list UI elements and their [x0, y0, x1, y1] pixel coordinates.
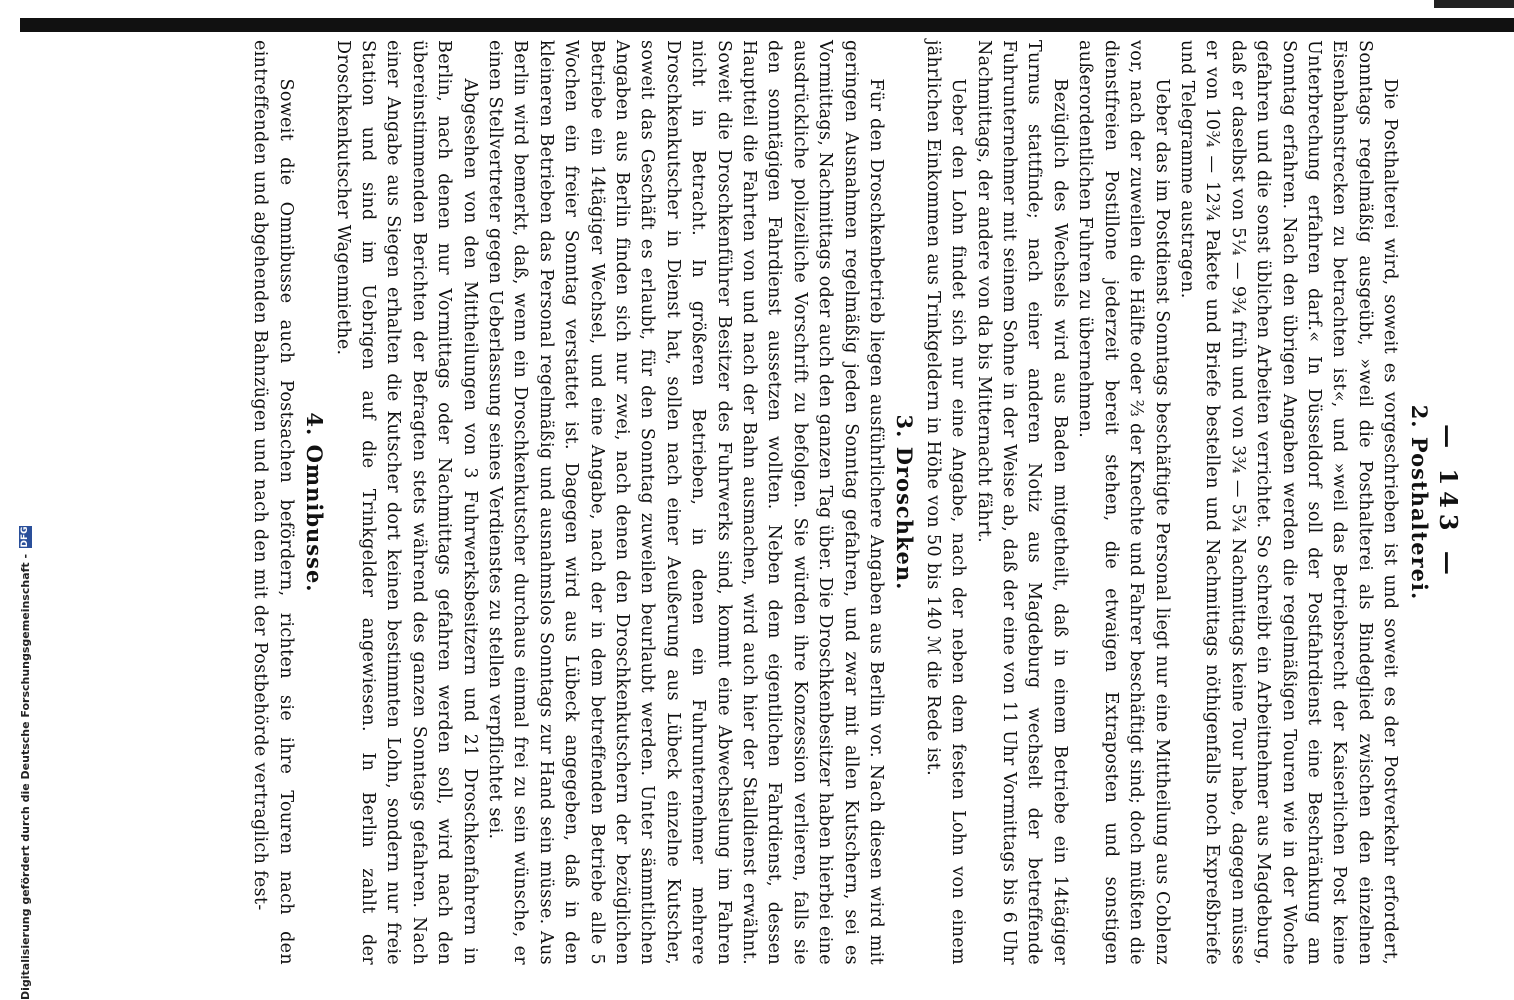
paragraph: Ueber den Lohn findet sich nur eine Angabe, nach der neben dem festen Lohn von einem jährlichen Einkommen aus Trinkgeldern in Höhe von 50 bis 140 ℳ die Rede ist. — [922, 40, 969, 965]
section-title-omnibusse: 4. Omnibusse. — [302, 412, 328, 593]
digitization-footer — [16, 0, 34, 1000]
section-title-posthalterei: 2. Posthalterei. — [1406, 404, 1432, 601]
scan-edge-bar — [20, 18, 1514, 32]
page-number: — 143 — — [1434, 424, 1463, 581]
dfg-logo: DFG — [19, 526, 30, 548]
paragraph: Bezüglich des Wechsels wird aus Baden mitgetheilt, daß in einem Betriebe ein 14tägiger Turnus stattfinde; nach einer anderen Notiz aus Magdeburg wechselt der betreffende Fuhrunternehmer mit seinem Sohne in der Weise ab, daß der eine von 11 Uhr Vormittags bis 6 Uhr Nachmittags, der andere von da bis Mitternacht fährt. — [973, 40, 1070, 965]
paragraph: Soweit die Omnibusse auch Postsachen befördern, richten sie ihre Touren nach den eintreffenden und abgehenden Bahnzügen und nach den mit der Postbehörde vertraglich fest- — [250, 40, 296, 965]
footer-text: Digitalisierung gefördert durch die Deutsche Forschungsgemeinschaft - — [18, 553, 32, 1000]
paragraph: Ueber das im Postdienst Sonntags beschäftigte Personal liegt nur eine Mittheilung aus Coblenz vor, nach der zuweilen die Hälfte oder ⅔ der Knechte und Fahrer beschäftigt sind; doch müßten die dienstfreien Postillone jederzeit bereit stehen, die etwaigen Extraposten und sonstigen außerordentlichen Fuhren zu übernehmen. — [1075, 40, 1172, 965]
paragraph: Abgesehen von den Mittheilungen von 3 Fuhrwerksbesitzern und 21 Droschkenfahrern in Berlin, nach denen nur Vormittags oder Nachmittags gefahren werden soll, wird nach den übereinstimmenden Berichten der Befragten stets während des ganzen Sonntags gefahren. Nach einer Angabe aus Siegen erhalten die Kutscher dort keinen bestimmten Lohn, sondern nur freie Station und sind im Uebrigen auf die Trinkgelder angewiesen. In Berlin zahlt der Droschkenkutscher Wagenmiethe. — [332, 40, 480, 965]
document-page — [131, 40, 1461, 965]
scan-edge-corner — [1434, 0, 1514, 8]
section-title-droschken: 3. Droschken. — [892, 414, 918, 591]
paragraph: Die Posthalterei wird, soweit es vorgeschrieben ist und soweit es der Postverkehr erfordert, Sonntags regelmäßig ausgeübt, »weil die Posthalterei als Bindeglied zwischen den einzelnen Eisenbahnstrecken zu betrachten ist«, und »weil das Betriebsrecht der Kaiserlichen Post keine Unterbrechung erfahren darf.« In Düsseldorf soll der Postfahrdienst eine Beschränkung am Sonntag erfahren. Nach den übrigen Angaben werden die regelmäßigen Touren wie in der Woche gefahren und die sonst üblichen Arbeiten verrichtet. So schreibt ein Arbeitnehmer aus Magdeburg, daß er daselbst von 5¼ — 9¾ früh und von 3¾ — 5¾ Nachmittags keine Tour habe, dagegen müsse er von 10¾ — 12¾ Pakete und Briefe bestellen und Nachmittags nöthigenfalls noch Expreßbriefe und Telegramme austragen. — [1176, 40, 1401, 965]
paragraph: Für den Droschkenbetrieb liegen ausführlichere Angaben aus Berlin vor. Nach diesen wird mit geringen Ausnahmen regelmäßig jeden Sonntag gefahren, und zwar mit allen Kutschern, sei es Vormittags, Nachmittags oder auch den ganzen Tag über. Die Droschkenbesitzer haben hierbei eine ausdrückliche polizeiliche Vorschrift zu befolgen. Sie würden ihre Konzession verlieren, falls sie den sonntägigen Fahrdienst aussetzen wollten. Neben dem eigentlichen Fahrdienst, dessen Hauptteil die Fahrten von und nach der Bahn ausmachen, wird auch hier der Stalldienst erwähnt. Soweit die Droschkenführer Besitzer des Fuhrwerks sind, kommt eine Abwechselung im Fahren nicht in Betracht. In größeren Betrieben, in denen ein Fuhrunternehmer mehrere Droschkenkutscher in Dienst hat, sollen nach einer Aeußerung aus Lübeck einzelne Kutscher, soweit das Geschäft es erlaubt, für den Sonntag zuweilen beurlaubt werden. Unter sämmtlichen Angaben aus Berlin finden sich nur zwei, nach denen den Droschkenkutschern der bezüglichen Betriebe ein 14tägiger Wechsel, und eine Angabe, nach der in dem betreffenden Betriebe alle 5 Wochen ein freier Sonntag verstattet ist. Dagegen wird aus Lübeck angegeben, daß in den kleineren Betrieben das Personal regelmäßig und ausnahmslos Sonntags zur Hand sein müsse. Aus Berlin wird bemerkt, daß, wenn ein Droschkenkutscher durchaus einmal frei zu sein wünsche, er einen Stellvertreter gegen Ueberlassung seines Verdienstes zu stellen verpflichtet sei. — [484, 40, 887, 965]
